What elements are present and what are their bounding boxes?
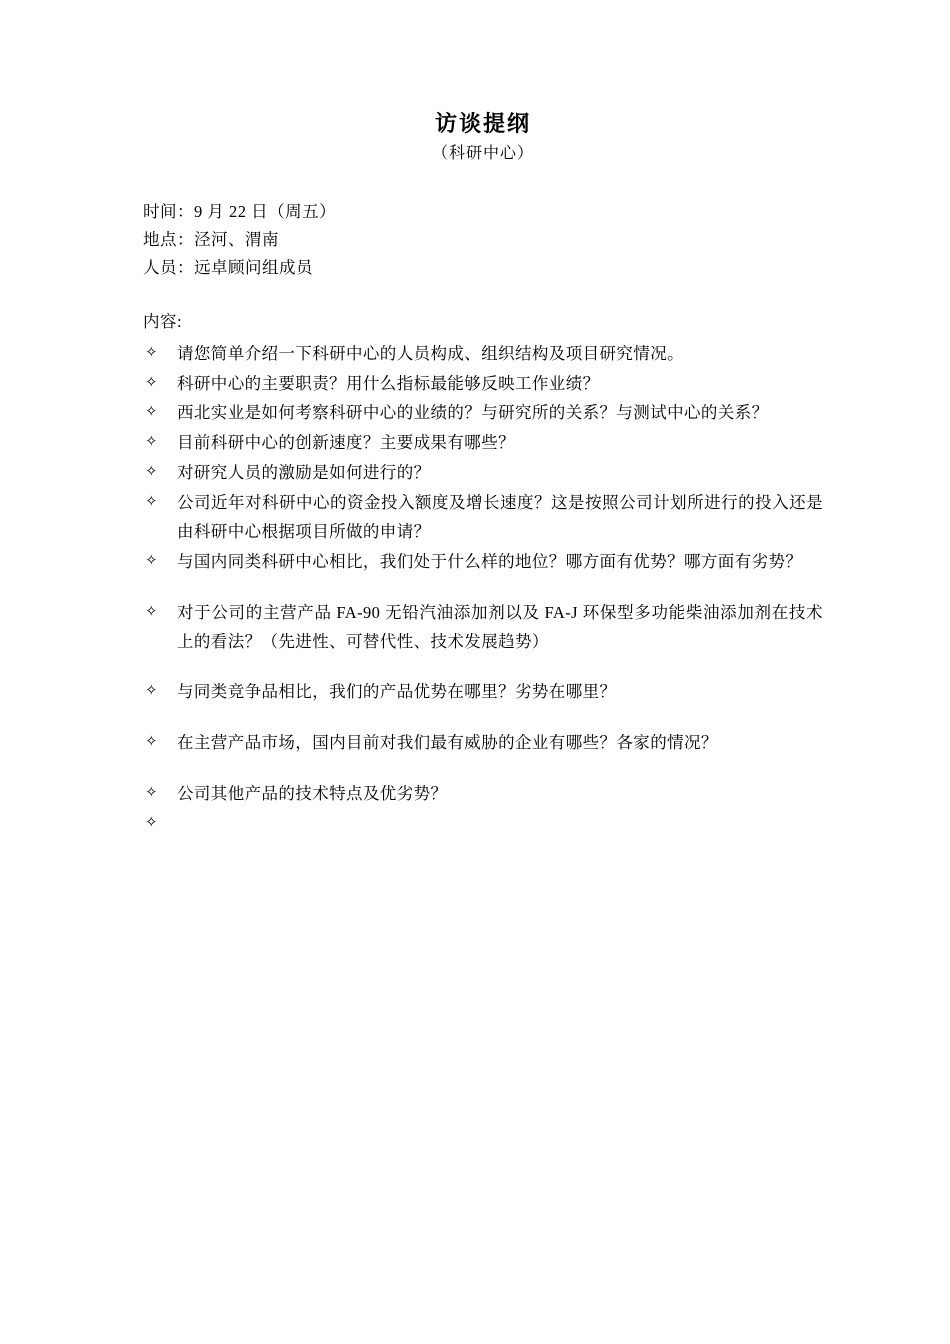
diamond-bullet-icon: ✧	[145, 552, 158, 569]
list-item	[143, 548, 823, 577]
list-item-text: 西北实业是如何考察科研中心的业绩的？与研究所的关系？与测试中心的关系？	[177, 403, 769, 423]
diamond-bullet-icon: ✧	[145, 344, 158, 361]
list-item-text: 目前科研中心的创新速度？主要成果有哪些？	[177, 433, 515, 453]
list-item-text: 请您简单介绍一下科研中心的人员构成、组织结构及项目研究情况。	[177, 343, 684, 363]
meta-block	[143, 198, 823, 282]
list-item-text: 与同类竞争品相比，我们的产品优势在哪里？劣势在哪里？	[177, 682, 617, 702]
list-item-text: 与国内同类科研中心相比，我们处于什么样的地位？哪方面有优势？哪方面有劣势？	[177, 551, 803, 571]
list-item	[143, 429, 823, 458]
diamond-bullet-icon: ✧	[145, 434, 158, 451]
diamond-bullet-icon: ✧	[145, 494, 158, 511]
page-title: 访谈提纲	[434, 111, 531, 136]
diamond-bullet-icon: ✧	[145, 683, 158, 700]
list-item-text: 对研究人员的激励是如何进行的？	[177, 463, 431, 483]
list-item-text: 公司近年对科研中心的资金投入额度及增长速度？这是按照公司计划所进行的投入还是由科研中心根据项目所做的申请？	[177, 493, 823, 541]
list-item	[143, 599, 823, 657]
diamond-bullet-icon: ✧	[145, 404, 158, 421]
question-list	[143, 340, 823, 832]
document-content	[143, 110, 823, 833]
meta-line-place: 地点：泾河、渭南	[143, 229, 279, 249]
diamond-bullet-icon: ✧	[145, 603, 158, 620]
diamond-bullet-icon: ✧	[145, 464, 158, 481]
list-item-text: 在主营产品市场，国内目前对我们最有威胁的企业有哪些？各家的情况？	[177, 733, 718, 753]
list-item	[143, 459, 823, 488]
list-item-text: 对于公司的主营产品 FA-90 无铅汽油添加剂以及 FA-J 环保型多功能柴油添加剂在技术上的看法？（先进性、可替代性、技术发展趋势）	[177, 602, 823, 651]
list-item-text: 公司其他产品的技术特点及优劣势？	[177, 784, 448, 804]
section-heading-content: 内容:	[143, 311, 183, 331]
diamond-bullet-icon: ✧	[145, 734, 158, 751]
list-item	[143, 489, 823, 547]
list-item	[143, 729, 823, 758]
list-item	[143, 810, 823, 832]
diamond-bullet-icon: ✧	[145, 815, 158, 832]
list-item	[143, 399, 823, 428]
list-item	[143, 780, 823, 809]
list-item	[143, 370, 823, 399]
diamond-bullet-icon: ✧	[145, 785, 158, 802]
list-item-text: 科研中心的主要职责？用什么指标最能够反映工作业绩？	[177, 373, 600, 393]
meta-line-people: 人员：远卓顾问组成员	[143, 257, 313, 277]
meta-line-time: 时间：9 月 22 日（周五）	[143, 201, 337, 221]
list-item	[143, 678, 823, 707]
diamond-bullet-icon: ✧	[145, 374, 158, 391]
page-subtitle: （科研中心）	[431, 144, 534, 162]
list-item	[143, 340, 823, 369]
